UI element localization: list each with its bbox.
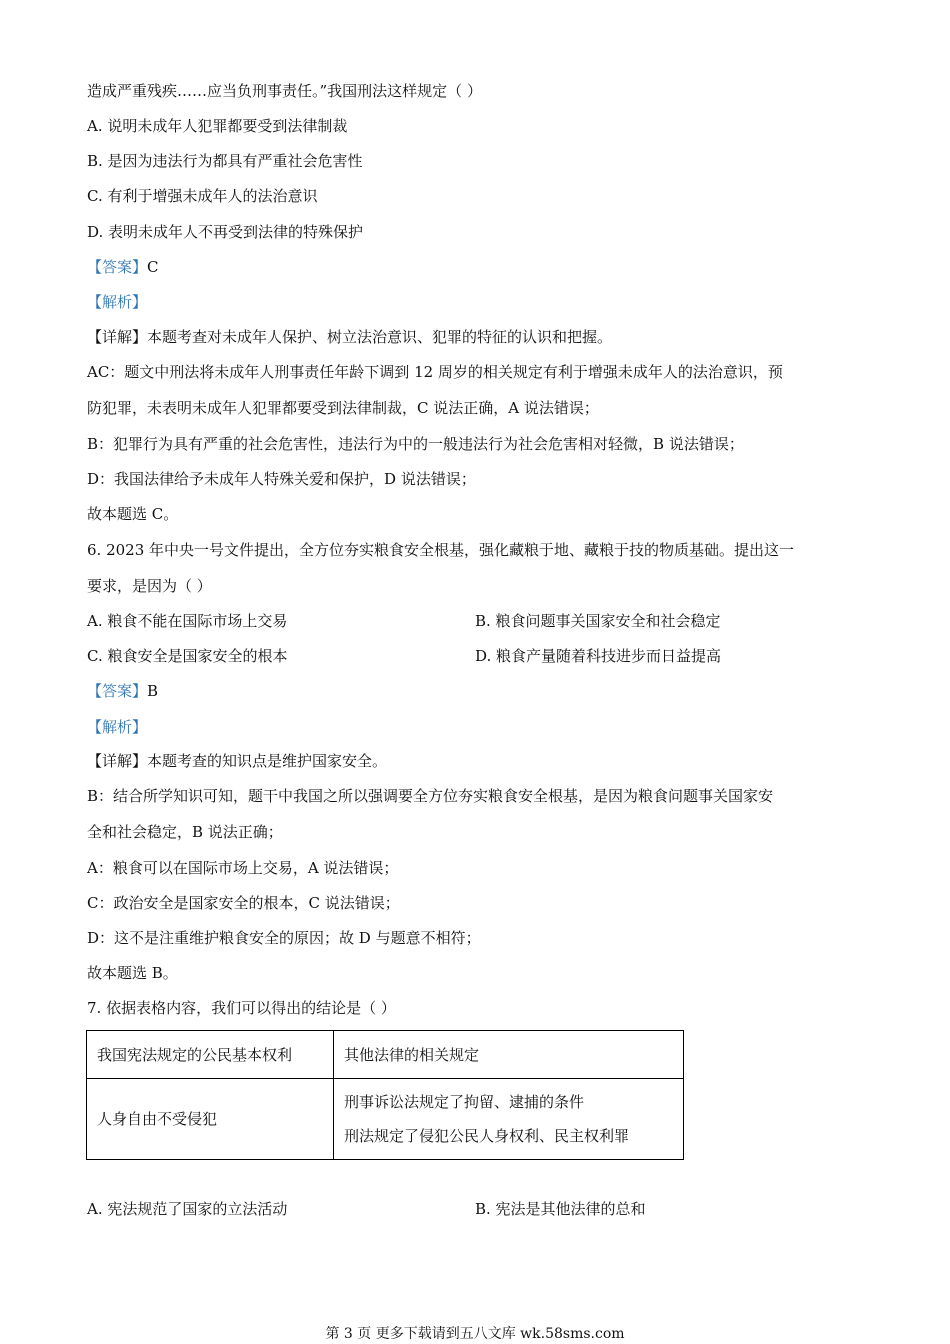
q5-detail: 【详解】本题考查对未成年人保护、树立法治意识、犯罪的特征的认识和把握。 bbox=[87, 328, 613, 346]
table-header-cell: 我国宪法规定的公民基本权利 bbox=[87, 1031, 334, 1079]
q5-ac-line-1: AC：题文中刑法将未成年人刑事责任年龄下调到 12 周岁的相关规定有利于增强未成年人的法治意识，预 bbox=[87, 363, 783, 381]
q5-conclusion: 故本题选 C。 bbox=[87, 505, 179, 523]
q5-b-line: B：犯罪行为具有严重的社会危害性，违法行为中的一般违法行为社会危害相对轻微，B 说法错误； bbox=[87, 435, 744, 453]
q5-ac-line-2: 防犯罪，未表明未成年人犯罪都要受到法律制裁，C 说法正确，A 说法错误； bbox=[87, 399, 599, 417]
q6-d-line: D：这不是注重维护粮食安全的原因；故 D 与题意不相符； bbox=[87, 929, 481, 947]
q6-stem-line-1: 6. 2023 年中央一号文件提出，全方位夯实粮食安全根基，强化藏粮于地、藏粮于技的物质基础。提出这一 bbox=[87, 541, 795, 559]
q5-stem-tail: 造成严重残疾……应当负刑事责任。”我国刑法这样规定（ ） bbox=[87, 82, 482, 100]
q6-a-line: A：粮食可以在国际市场上交易，A 说法错误； bbox=[87, 859, 399, 877]
q6-detail: 【详解】本题考查的知识点是维护国家安全。 bbox=[87, 752, 388, 770]
q6-b-line-1: B：结合所学知识可知，题干中我国之所以强调要全方位夯实粮食安全根基，是因为粮食问题事关国家安 bbox=[87, 787, 774, 805]
table-row bbox=[87, 1079, 684, 1160]
q6-option-d: D. 粮食产量随着科技进步而日益提高 bbox=[475, 647, 722, 665]
q5-analysis-label: 【解析】 bbox=[87, 293, 148, 311]
rights-table bbox=[86, 1030, 684, 1160]
q6-option-a: A. 粮食不能在国际市场上交易 bbox=[87, 612, 288, 630]
q6-analysis-label: 【解析】 bbox=[87, 718, 148, 736]
q6-conclusion: 故本题选 B。 bbox=[87, 964, 178, 982]
q5-answer bbox=[87, 257, 159, 277]
table-cell-line: 刑法规定了侵犯公民人身权利、民主权利罪 bbox=[344, 1127, 630, 1145]
q6-answer bbox=[87, 681, 158, 701]
table-header-cell: 其他法律的相关规定 bbox=[334, 1031, 684, 1079]
q5-d-line: D：我国法律给予未成年人特殊关爱和保护，D 说法错误； bbox=[87, 470, 476, 488]
table-header-row bbox=[87, 1031, 684, 1079]
q7-option-a: A. 宪法规范了国家的立法活动 bbox=[87, 1200, 288, 1218]
answer-label: 【答案】 bbox=[87, 682, 148, 700]
answer-value: B bbox=[147, 682, 159, 700]
q5-option-d: D. 表明未成年人不再受到法律的特殊保护 bbox=[87, 223, 364, 241]
table-cell bbox=[334, 1079, 684, 1160]
q6-option-c: C. 粮食安全是国家安全的根本 bbox=[87, 647, 288, 665]
q5-option-b: B. 是因为违法行为都具有严重社会危害性 bbox=[87, 152, 363, 170]
answer-label: 【答案】 bbox=[87, 258, 148, 276]
q5-option-c: C. 有利于增强未成年人的法治意识 bbox=[87, 187, 318, 205]
q7-option-b: B. 宪法是其他法律的总和 bbox=[475, 1200, 646, 1218]
q6-c-line: C：政治安全是国家安全的根本，C 说法错误； bbox=[87, 894, 400, 912]
q6-stem-line-2: 要求，是因为（ ） bbox=[87, 577, 212, 595]
q6-b-line-2: 全和社会稳定，B 说法正确； bbox=[87, 823, 283, 841]
answer-value: C bbox=[147, 258, 159, 276]
page-footer: 第 3 页 更多下载请到五八文库 wk.58sms.com bbox=[325, 1326, 625, 1342]
q6-option-b: B. 粮食问题事关国家安全和社会稳定 bbox=[475, 612, 721, 630]
q5-option-a: A. 说明未成年人犯罪都要受到法律制裁 bbox=[87, 117, 348, 135]
q7-stem: 7. 依据表格内容，我们可以得出的结论是（ ） bbox=[87, 999, 396, 1017]
table-cell: 人身自由不受侵犯 bbox=[87, 1079, 334, 1160]
table-cell-line: 刑事诉讼法规定了拘留、逮捕的条件 bbox=[344, 1093, 585, 1111]
